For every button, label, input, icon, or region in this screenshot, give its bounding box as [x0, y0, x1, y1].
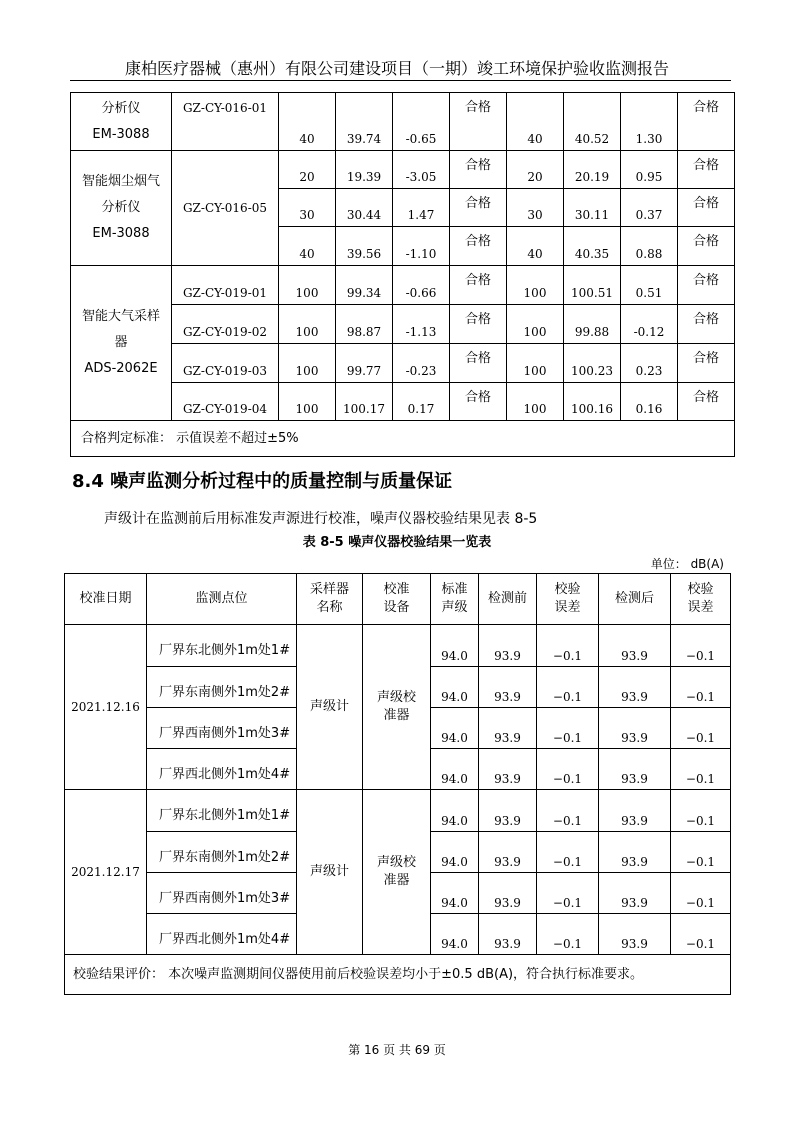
date-cell: 2021.12.16 [65, 625, 147, 790]
instrument-cell: 智能烟尘烟气 分析仪 EM-3088 [71, 151, 172, 266]
value-cell: 100 [279, 305, 336, 344]
value-cell: 94.0 [431, 667, 479, 708]
result-cell: 合格 [678, 383, 735, 421]
value-cell: 0.95 [621, 151, 678, 189]
value-cell: 40.52 [564, 93, 621, 151]
value-cell: 93.9 [479, 667, 537, 708]
value-cell: 93.9 [479, 749, 537, 790]
value-cell: 100.23 [564, 344, 621, 383]
instrument-cell: 分析仪 EM-3088 [71, 93, 172, 151]
date-cell: 2021.12.17 [65, 790, 147, 955]
table-row [65, 790, 731, 832]
value-cell: −0.1 [671, 749, 731, 790]
value-cell: 100 [507, 266, 564, 305]
sampler-cell: 声级计 [297, 790, 363, 955]
result-cell: 合格 [678, 305, 735, 344]
value-cell: 39.74 [336, 93, 393, 151]
evaluation-note: 校验结果评价： 本次噪声监测期间仪器使用前后校验误差均小于±0.5 dB(A)，符合执行标准要求。 [65, 955, 731, 995]
page-number: 第 16 页 共 69 页 [348, 1043, 446, 1057]
value-cell: -0.65 [393, 93, 450, 151]
device-id-cell: GZ-CY-019-03 [172, 344, 279, 383]
table-row [65, 625, 731, 667]
value-cell: 19.39 [336, 151, 393, 189]
result-cell: 合格 [450, 93, 507, 151]
value-cell: −0.1 [537, 625, 599, 667]
value-cell: 0.37 [621, 189, 678, 227]
result-cell: 合格 [678, 93, 735, 151]
point-cell: 厂界东南侧外1m处2# [147, 832, 297, 873]
table-row [71, 266, 735, 305]
point-cell: 厂界西北侧外1m处4# [147, 749, 297, 790]
result-cell: 合格 [450, 227, 507, 266]
value-cell: −0.1 [537, 708, 599, 749]
value-cell: 94.0 [431, 873, 479, 914]
value-cell: 100.51 [564, 266, 621, 305]
header-before: 检测前 [479, 574, 537, 625]
value-cell: 20 [507, 151, 564, 189]
value-cell: -3.05 [393, 151, 450, 189]
instrument-cell: 智能大气采样 器 ADS-2062E [71, 266, 172, 421]
value-cell: 40 [507, 227, 564, 266]
header-sampler: 采样器 名称 [297, 574, 363, 625]
result-cell: 合格 [678, 227, 735, 266]
value-cell: 100 [507, 344, 564, 383]
value-cell: −0.1 [671, 708, 731, 749]
header-rule [70, 80, 731, 81]
value-cell: −0.1 [671, 667, 731, 708]
point-cell: 厂界西南侧外1m处3# [147, 708, 297, 749]
value-cell: 0.88 [621, 227, 678, 266]
device-id-cell: GZ-CY-016-05 [172, 151, 279, 266]
value-cell: 40 [279, 227, 336, 266]
calibration-table [70, 92, 735, 457]
value-cell: 1.47 [393, 189, 450, 227]
value-cell: −0.1 [671, 914, 731, 955]
table-footer-row [71, 421, 735, 457]
value-cell: 30 [507, 189, 564, 227]
value-cell: 98.87 [336, 305, 393, 344]
value-cell: −0.1 [537, 832, 599, 873]
header-std: 标准 声级 [431, 574, 479, 625]
table-footer-row [65, 955, 731, 995]
header-after: 检测后 [599, 574, 671, 625]
device-id-cell: GZ-CY-016-01 [172, 93, 279, 151]
value-cell: 100.17 [336, 383, 393, 421]
value-cell: 94.0 [431, 708, 479, 749]
value-cell: 93.9 [479, 873, 537, 914]
value-cell: 0.16 [621, 383, 678, 421]
value-cell: 30.11 [564, 189, 621, 227]
value-cell: −0.1 [671, 625, 731, 667]
header-device: 校准 设备 [363, 574, 431, 625]
section-title: 8.4 噪声监测分析过程中的质量控制与质量保证 [72, 471, 453, 492]
sampler-cell: 声级计 [297, 625, 363, 790]
value-cell: 94.0 [431, 914, 479, 955]
value-cell: 40 [279, 93, 336, 151]
noise-calibration-table [64, 573, 731, 995]
value-cell: 0.17 [393, 383, 450, 421]
criteria-note: 合格判定标准： 示值误差不超过±5% [71, 421, 735, 457]
value-cell: 100 [279, 266, 336, 305]
value-cell: 99.77 [336, 344, 393, 383]
header-point: 监测点位 [147, 574, 297, 625]
value-cell: 100 [507, 305, 564, 344]
value-cell: 94.0 [431, 790, 479, 832]
value-cell: 93.9 [479, 790, 537, 832]
value-cell: −0.1 [537, 749, 599, 790]
value-cell: −0.1 [537, 667, 599, 708]
result-cell: 合格 [678, 344, 735, 383]
result-cell: 合格 [678, 266, 735, 305]
device-cell: 声级校 准器 [363, 790, 431, 955]
value-cell: 93.9 [599, 708, 671, 749]
device-cell: 声级校 准器 [363, 625, 431, 790]
value-cell: -0.66 [393, 266, 450, 305]
value-cell: 99.88 [564, 305, 621, 344]
value-cell: −0.1 [537, 914, 599, 955]
point-cell: 厂界东北侧外1m处1# [147, 790, 297, 832]
value-cell: 93.9 [599, 914, 671, 955]
value-cell: 94.0 [431, 625, 479, 667]
value-cell: -1.10 [393, 227, 450, 266]
value-cell: 39.56 [336, 227, 393, 266]
result-cell: 合格 [450, 189, 507, 227]
value-cell: 93.9 [599, 667, 671, 708]
section-paragraph: 声级计在监测前后用标准发声源进行校准，噪声仪器校验结果见表 8-5 [104, 511, 538, 527]
header-err1: 校验 误差 [537, 574, 599, 625]
table-row [71, 93, 735, 151]
value-cell: 93.9 [599, 790, 671, 832]
value-cell: 40 [507, 93, 564, 151]
value-cell: 94.0 [431, 832, 479, 873]
value-cell: 93.9 [599, 749, 671, 790]
value-cell: 20 [279, 151, 336, 189]
value-cell: 93.9 [599, 625, 671, 667]
value-cell: 0.23 [621, 344, 678, 383]
point-cell: 厂界西南侧外1m处3# [147, 873, 297, 914]
result-cell: 合格 [678, 189, 735, 227]
value-cell: −0.1 [671, 873, 731, 914]
value-cell: 30.44 [336, 189, 393, 227]
value-cell: -0.12 [621, 305, 678, 344]
value-cell: 93.9 [599, 832, 671, 873]
value-cell: −0.1 [537, 873, 599, 914]
value-cell: 20.19 [564, 151, 621, 189]
value-cell: −0.1 [671, 832, 731, 873]
device-id-cell: GZ-CY-019-01 [172, 266, 279, 305]
value-cell: 93.9 [479, 708, 537, 749]
value-cell: −0.1 [671, 790, 731, 832]
point-cell: 厂界西北侧外1m处4# [147, 914, 297, 955]
result-cell: 合格 [450, 266, 507, 305]
value-cell: 30 [279, 189, 336, 227]
result-cell: 合格 [450, 151, 507, 189]
value-cell: 93.9 [479, 832, 537, 873]
page-header: 康柏医疗器械（惠州）有限公司建设项目（一期）竣工环境保护验收监测报告 [124, 59, 669, 78]
value-cell: 100 [279, 344, 336, 383]
value-cell: -1.13 [393, 305, 450, 344]
value-cell: 100.16 [564, 383, 621, 421]
value-cell: 100 [507, 383, 564, 421]
value-cell: 93.9 [479, 914, 537, 955]
value-cell: 93.9 [599, 873, 671, 914]
point-cell: 厂界东南侧外1m处2# [147, 667, 297, 708]
header-err2: 校验 误差 [671, 574, 731, 625]
point-cell: 厂界东北侧外1m处1# [147, 625, 297, 667]
value-cell: 94.0 [431, 749, 479, 790]
unit-label: 单位： dB(A) [650, 557, 724, 571]
result-cell: 合格 [450, 344, 507, 383]
table-header-row [65, 574, 731, 625]
value-cell: 1.30 [621, 93, 678, 151]
value-cell: 100 [279, 383, 336, 421]
value-cell: 0.51 [621, 266, 678, 305]
value-cell: 99.34 [336, 266, 393, 305]
header-date: 校准日期 [65, 574, 147, 625]
result-cell: 合格 [678, 151, 735, 189]
result-cell: 合格 [450, 305, 507, 344]
table-row [71, 151, 735, 189]
table-caption: 表 8-5 噪声仪器校验结果一览表 [302, 535, 492, 550]
value-cell: 93.9 [479, 625, 537, 667]
device-id-cell: GZ-CY-019-02 [172, 305, 279, 344]
value-cell: -0.23 [393, 344, 450, 383]
value-cell: −0.1 [537, 790, 599, 832]
device-id-cell: GZ-CY-019-04 [172, 383, 279, 421]
value-cell: 40.35 [564, 227, 621, 266]
result-cell: 合格 [450, 383, 507, 421]
